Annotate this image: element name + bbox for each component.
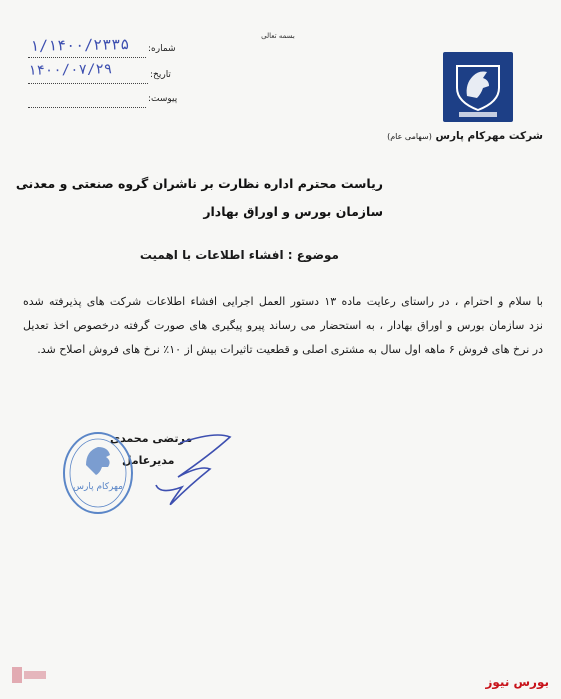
recipient-line-2: سازمان بورس و اوراق بهادار	[203, 204, 383, 219]
subject-line: موضوع : افشاء اطلاعات با اهمیت	[139, 248, 339, 262]
number-handwritten: ۱/۱۴۰۰/۲۳۳۵	[29, 35, 130, 55]
date-handwritten: ۱۴۰۰/۰۷/۲۹	[27, 61, 113, 79]
attachment-label: پیوست:	[148, 94, 178, 104]
recipient-line-1: ریاست محترم اداره نظارت بر ناشران گروه صنعتی و معدنی	[15, 176, 383, 191]
company-name-text: شرکت مهرکام پارس	[435, 130, 543, 142]
signer-name: مرتضی محمدی	[110, 432, 193, 445]
number-label: شماره:	[148, 44, 176, 54]
horse-head-logo-icon	[443, 52, 513, 122]
stamp-text: مهرکام پارس	[73, 482, 123, 492]
date-label: تاریخ:	[150, 70, 171, 80]
company-name	[387, 130, 543, 142]
company-logo	[443, 52, 513, 122]
number-line	[28, 56, 146, 58]
signature-stroke-icon	[156, 435, 230, 504]
corner-logo-icon	[12, 663, 48, 687]
body-line-1: با سلام و احترام ، در راستای رعایت ماده ۱۳ دستور العمل اجرایی افشاء اطلاعات شرکت های پذیرفته شده	[23, 295, 543, 308]
stamp-horse-icon	[86, 447, 110, 475]
signature-and-stamp	[60, 425, 235, 535]
body-line-3: در نرخ های فروش ۶ ماهه اول سال به مشتری اصلی و قطعیت تاثیرات بیش از ۱۰٪ نرخ های فروش اصلاح شد.	[37, 343, 543, 356]
signer-title: مدیرعامل	[122, 454, 175, 467]
attachment-line	[28, 106, 146, 108]
bismillah-text: بسمه تعالی	[261, 32, 295, 40]
company-type: (سهامی عام)	[387, 132, 432, 141]
footer-watermark: بورس نیوز	[485, 675, 549, 689]
date-line	[28, 82, 148, 84]
body-line-2: نزد سازمان بورس و اوراق بهادار ، به استحضار می رساند پیرو پیگیری های صورت گرفته درخصوص اخذ تعدیل	[23, 319, 543, 332]
